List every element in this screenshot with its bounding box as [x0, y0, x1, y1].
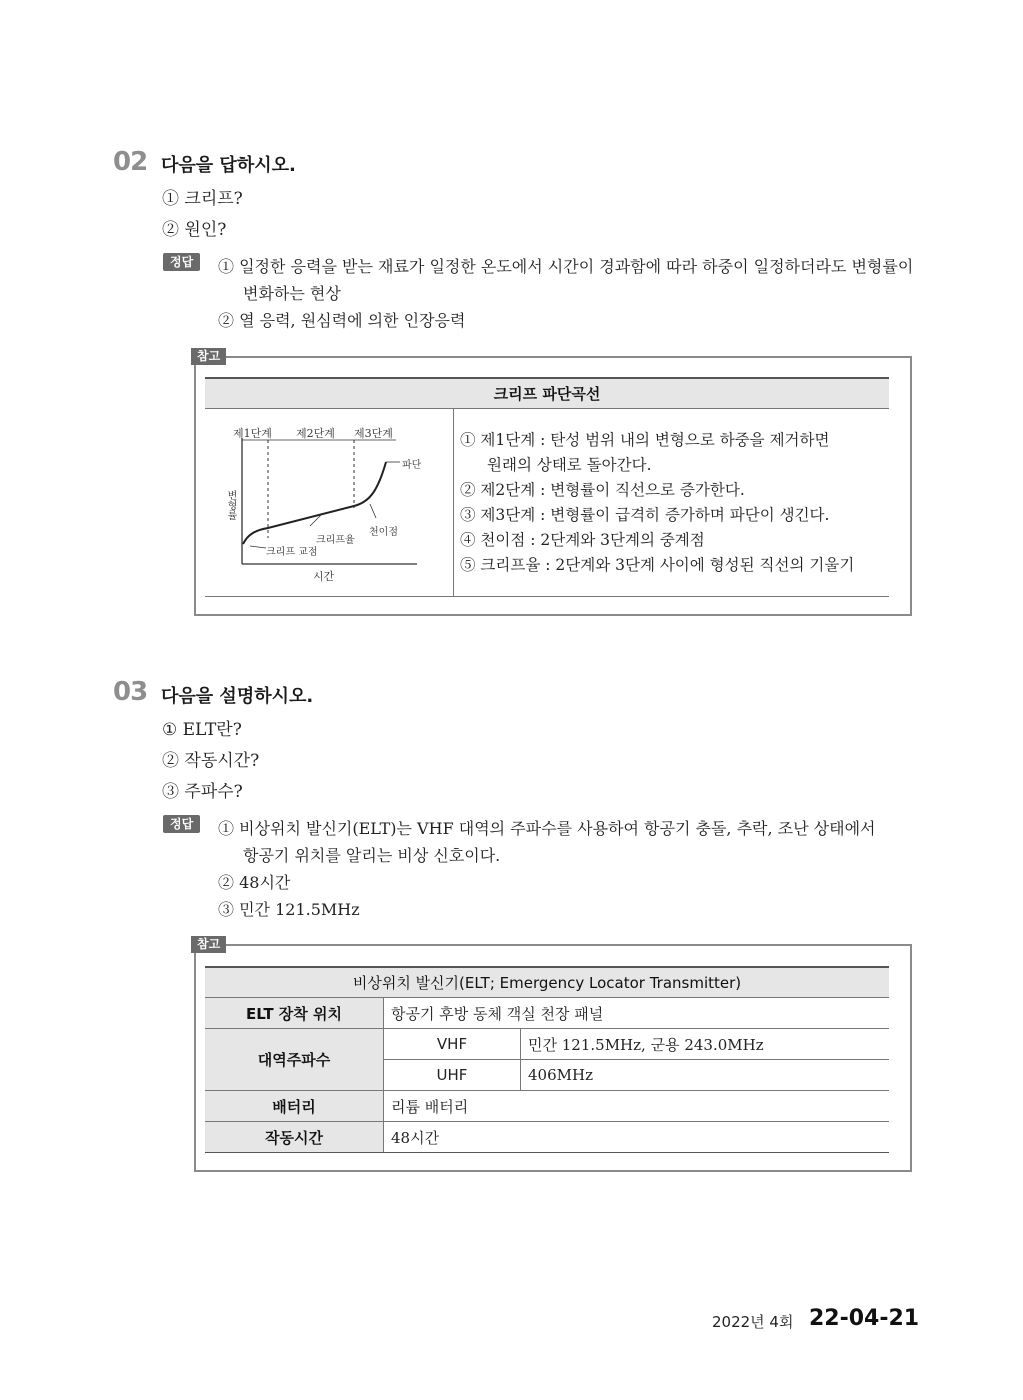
operating-time-label: 작동시간	[205, 1122, 383, 1152]
rupture-label: 파단	[402, 460, 422, 471]
question-item: ① 크리프?	[162, 189, 243, 209]
answer-line: ② 48시간	[218, 873, 291, 892]
answer-badge: 정답	[163, 815, 200, 833]
reference-line: ② 제2단계 : 변형률이 직선으로 증가한다.	[460, 481, 745, 499]
question-number-02: 02	[113, 147, 148, 177]
battery-label: 배터리	[205, 1091, 383, 1121]
yaxis-label: 변형률	[225, 490, 236, 520]
reference-tag: 참고	[191, 936, 226, 953]
vhf-label: VHF	[436, 1035, 468, 1053]
divider	[205, 596, 889, 597]
stage2-label: 제2단계	[296, 427, 335, 440]
elt-location-label: ELT 장착 위치	[205, 998, 383, 1028]
creep-curve-graph	[210, 418, 448, 590]
question-item: ② 작동시간?	[162, 751, 260, 771]
question-item: ③ 주파수?	[162, 782, 243, 802]
reference-line: ④ 천이점 : 2단계와 3단계의 중계점	[460, 531, 705, 549]
answer-line: ② 열 응력, 원심력에 의한 인장응력	[218, 311, 466, 330]
vhf-value: 민간 121.5MHz, 군용 243.0MHz	[528, 1035, 764, 1054]
divider	[453, 408, 454, 596]
divider	[520, 1029, 521, 1090]
reference-line: 원래의 상태로 돌아간다.	[487, 456, 652, 474]
reference-line: ③ 제3단계 : 변형률이 급격히 증가하며 파단이 생긴다.	[460, 506, 830, 524]
question-title: 다음을 답하시오.	[161, 155, 296, 176]
reference-tag: 참고	[191, 348, 226, 365]
footer-exam-session: 2022년 4회	[712, 1313, 794, 1331]
reference-title: 크리프 파단곡선	[205, 377, 889, 409]
question-item: ② 원인?	[162, 220, 227, 240]
stage3-label: 제3단계	[354, 427, 393, 440]
answer-line: ③ 민간 121.5MHz	[218, 900, 360, 919]
elt-location-value: 항공기 후방 동체 객실 천장 패널	[391, 1004, 604, 1023]
uhf-value: 406MHz	[528, 1066, 593, 1084]
question-item: ① ELT란?	[162, 720, 242, 740]
creep-rate-label: 크리프율	[316, 535, 355, 546]
elt-table-title: 비상위치 발신기(ELT; Emergency Locator Transmitter)	[205, 966, 889, 998]
divider	[205, 1152, 889, 1153]
answer-line: 항공기 위치를 알리는 비상 신호이다.	[243, 846, 501, 865]
battery-value: 리튬 배터리	[391, 1097, 469, 1116]
answer-line: ① 비상위치 발신기(ELT)는 VHF 대역의 주파수를 사용하여 항공기 충돌, 추락, 조난 상태에서	[218, 819, 876, 838]
divider	[205, 408, 889, 409]
reference-line: ① 제1단계 : 탄성 범위 내의 변형으로 하중을 제거하면	[460, 431, 830, 449]
question-title: 다음을 설명하시오.	[161, 686, 314, 707]
operating-time-value: 48시간	[391, 1128, 440, 1147]
divider	[383, 998, 384, 1152]
elt-frequency-label: 대역주파수	[205, 1029, 383, 1090]
answer-line: 변화하는 현상	[243, 284, 341, 303]
question-number-03: 03	[113, 677, 148, 707]
reference-line: ⑤ 크리프율 : 2단계와 3단계 사이에 형성된 직선의 기울기	[460, 556, 855, 574]
transition-point-label: 천이점	[369, 527, 398, 538]
creep-intersection-label: 크리프 교점	[266, 547, 318, 558]
uhf-label: UHF	[436, 1066, 468, 1084]
xaxis-label: 시간	[313, 570, 335, 583]
answer-line: ① 일정한 응력을 받는 재료가 일정한 온도에서 시간이 경과함에 따라 하중이 일정하더라도 변형률이	[218, 257, 914, 276]
stage1-label: 제1단계	[233, 427, 272, 440]
answer-badge: 정답	[163, 253, 200, 271]
footer-page-code: 22-04-21	[809, 1306, 920, 1331]
